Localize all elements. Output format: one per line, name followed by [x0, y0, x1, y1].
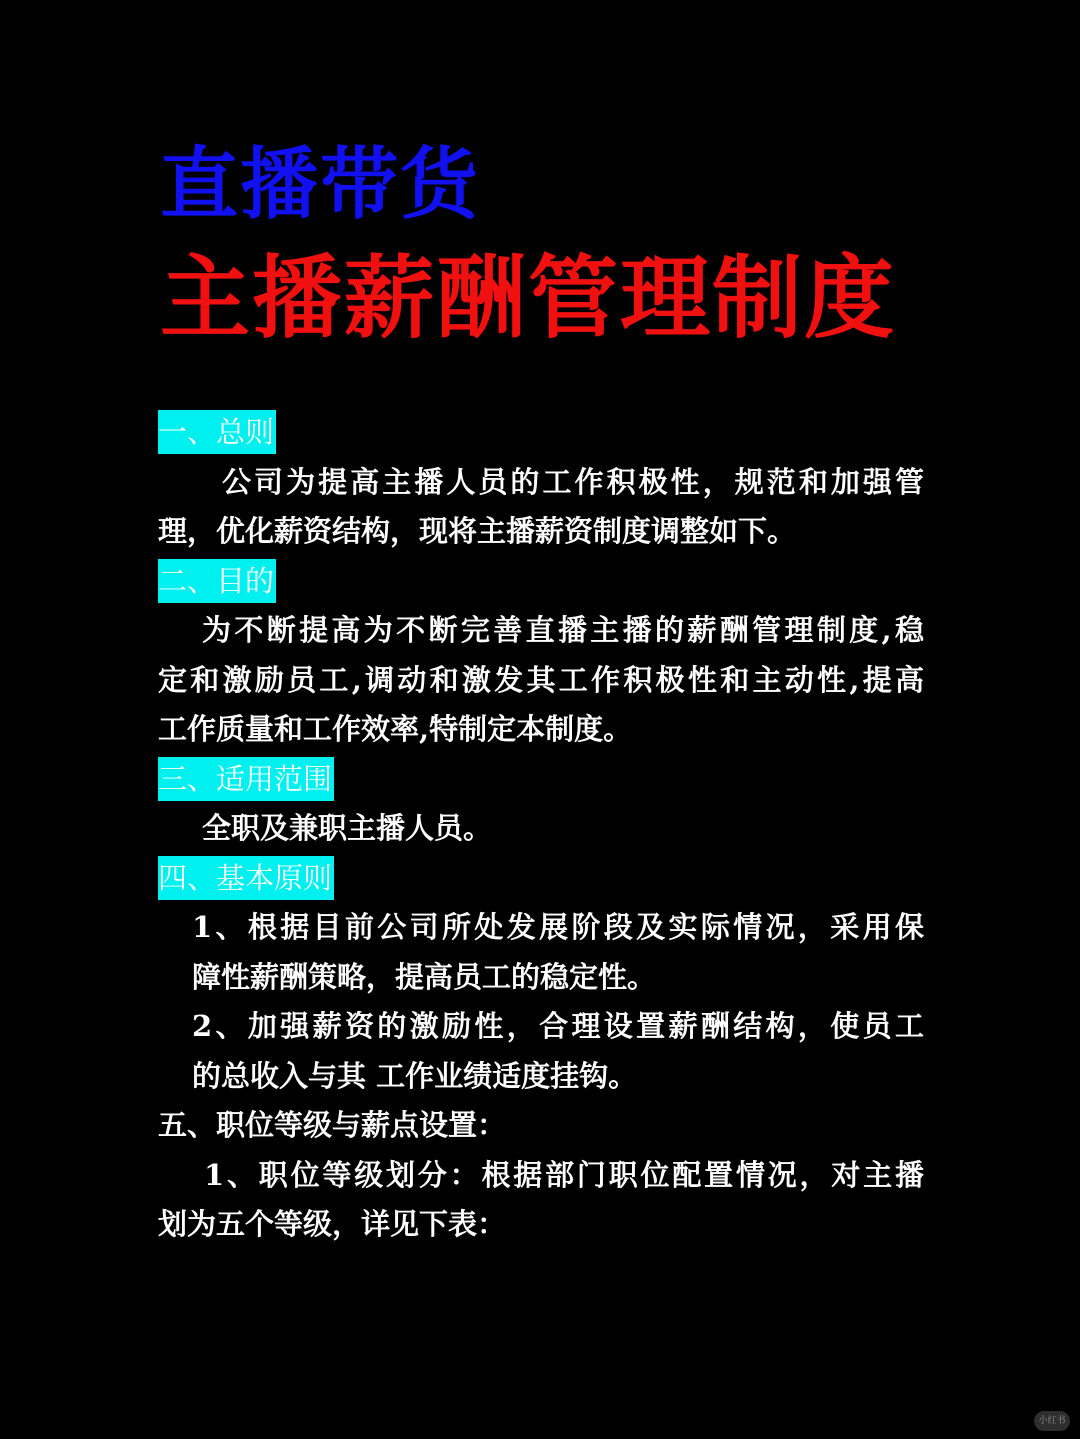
title-line-1: 直播带货 — [160, 139, 481, 230]
section-general-line-2: 理，优化薪资结构，现将主播薪资制度调整如下。 — [158, 514, 797, 548]
section-heading-scope — [158, 755, 924, 805]
section-scope-line-1: 全职及兼职主播人员。 — [202, 811, 493, 845]
document-body — [158, 408, 924, 1250]
watermark-logo: 小红书 — [1034, 1411, 1070, 1431]
section-grades-line-1: 1、职位等级划分：根据部门职位配置情况，对主播 — [204, 1157, 924, 1192]
section-heading-grades — [158, 1101, 924, 1151]
section-grades-line-2: 划为五个等级，详见下表： — [158, 1207, 507, 1241]
section-principles-line-1: 1、根据目前公司所处发展阶段及实际情况，采用保 — [192, 910, 924, 944]
section-purpose-line-1: 为不断提高为不断完善直播主播的薪酬管理制度,稳 — [202, 613, 924, 647]
section-heading-purpose-label: 二、目的 — [158, 559, 276, 603]
section-purpose-line-2: 定和激励员工,调动和激发其工作积极性和主动性,提高 — [158, 662, 924, 697]
title-line-2: 主播薪酬管理制度 — [160, 245, 896, 351]
section-heading-general — [158, 408, 924, 458]
section-heading-purpose — [158, 557, 924, 607]
section-heading-general-label: 一、总则 — [158, 410, 276, 454]
section-principles-line-4: 的总收入与其 工作业绩适度挂钩。 — [192, 1058, 638, 1093]
section-purpose-line-3: 工作质量和工作效率,特制定本制度。 — [158, 712, 633, 746]
section-heading-principles — [158, 854, 924, 904]
section-general-line-1: 公司为提高主播人员的工作积极性，规范和加强管 — [222, 464, 924, 499]
section-heading-principles-label: 四、基本原则 — [158, 856, 334, 900]
section-principles-line-3: 2、加强薪资的激励性，合理设置薪酬结构，使员工 — [192, 1009, 924, 1043]
section-heading-scope-label: 三、适用范围 — [158, 757, 334, 801]
section-principles-line-2: 障性薪酬策略，提高员工的稳定性。 — [192, 959, 657, 994]
section-heading-grades-label: 五、职位等级与薪点设置： — [158, 1108, 507, 1142]
